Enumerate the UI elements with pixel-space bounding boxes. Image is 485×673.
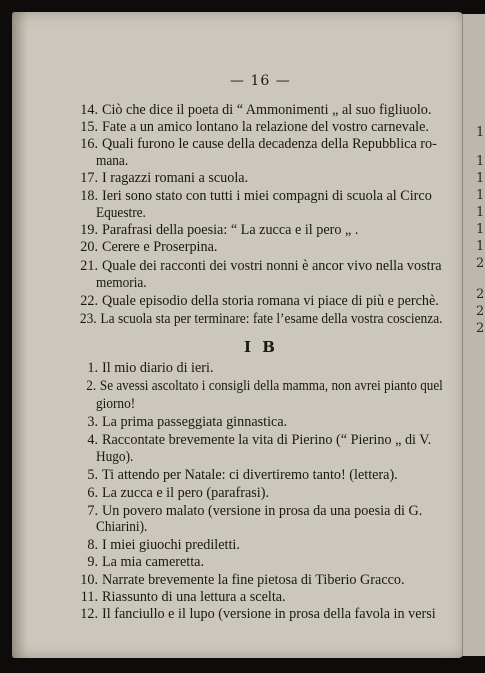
item-number: 7.	[87, 503, 98, 519]
item-number: 15.	[80, 119, 98, 135]
item-text: Il fanciullo e il lupo (versione in prosa della favola in versi	[102, 606, 436, 622]
list-item-continuation	[96, 519, 443, 536]
margin-digit: 1	[476, 171, 485, 186]
page-number: — 16 —	[230, 73, 291, 89]
item-number: 18.	[80, 188, 98, 204]
item-text: La prima passeggiata ginnastica.	[102, 414, 288, 430]
item-text: giorno!	[96, 396, 136, 412]
item-text: I ragazzi romani a scuola.	[102, 170, 249, 186]
margin-digit: 1	[476, 154, 485, 169]
list-item-continuation	[96, 153, 443, 170]
list-item-continuation	[96, 275, 443, 292]
item-number: 23.	[79, 311, 97, 327]
item-number: 3.	[87, 414, 98, 430]
item-text: I miei giuochi prediletti.	[102, 537, 240, 553]
list-item	[73, 589, 443, 606]
facing-page-edge	[462, 14, 485, 656]
margin-digit: 1	[476, 205, 485, 220]
margin-digit: 2	[476, 321, 485, 336]
item-text: Quale dei racconti dei vostri nonni è ancor vivo nella vostra	[102, 258, 442, 274]
list-item	[73, 102, 443, 119]
item-text: Equestre.	[96, 205, 146, 221]
item-number: 19.	[80, 222, 98, 238]
item-number: 16.	[80, 136, 98, 152]
list-item	[73, 432, 443, 449]
margin-digit: 1	[476, 222, 485, 237]
list-item	[73, 378, 443, 395]
item-text: Raccontate brevemente la vita di Pierino (“ Pierino „ di V.	[102, 432, 432, 448]
item-text: Fate a un amico lontano la relazione del vostro carnevale.	[102, 119, 429, 135]
list-item	[73, 485, 443, 502]
item-text: Ciò che dice il poeta di “ Ammonimenti „ al suo figliuolo.	[102, 102, 432, 118]
item-number: 12.	[80, 606, 98, 622]
item-number: 14.	[80, 102, 98, 118]
margin-digit: 1	[476, 239, 485, 254]
list-item	[73, 188, 443, 205]
list-item	[73, 222, 443, 239]
item-text: Parafrasi della poesia: “ La zucca e il pero „ .	[102, 222, 359, 238]
item-number: 21.	[80, 258, 98, 274]
list-item	[73, 572, 443, 589]
item-number: 5.	[87, 467, 98, 483]
item-text: Quali furono le cause della decadenza della Repubblica ro-	[102, 136, 437, 152]
item-number: 20.	[80, 239, 98, 255]
list-item	[73, 170, 443, 187]
list-item	[73, 311, 443, 328]
item-text: Un povero malato (versione in prosa da una poesia di G.	[102, 503, 423, 519]
item-number: 4.	[87, 432, 98, 448]
item-number: 11.	[80, 589, 98, 605]
item-text: La scuola sta per terminare: fate l’esame della vostra coscienza.	[100, 311, 443, 327]
item-text: La mia cameretta.	[102, 554, 205, 570]
list-item	[73, 503, 443, 520]
item-number: 1.	[87, 360, 98, 376]
list-item	[73, 360, 443, 377]
list-item	[73, 239, 443, 256]
list-item-continuation	[96, 205, 443, 222]
item-number: 6.	[87, 485, 98, 501]
margin-digit: 1	[476, 188, 485, 203]
margin-digit: 2	[476, 256, 485, 271]
item-text: Cerere e Proserpina.	[102, 239, 218, 255]
margin-digit: 1	[476, 125, 485, 140]
item-text: Ieri sono stato con tutti i miei compagni di scuola al Circo	[102, 188, 432, 204]
list-item	[73, 258, 443, 275]
list-item	[73, 554, 443, 571]
list-item	[73, 414, 443, 431]
list-item	[73, 606, 443, 623]
item-text: Chiarini).	[96, 519, 148, 535]
margin-digit: 2	[476, 304, 485, 319]
item-text: La zucca e il pero (parafrasi).	[102, 485, 269, 501]
item-text: memoria.	[96, 275, 147, 291]
item-number: 17.	[80, 170, 98, 186]
section-title: I B	[244, 338, 278, 356]
item-text: Narrate brevemente la fine pietosa di Tiberio Gracco.	[102, 572, 405, 588]
list-item	[73, 537, 443, 554]
item-number: 10.	[80, 572, 98, 588]
list-item	[73, 467, 443, 484]
item-number: 9.	[87, 554, 98, 570]
item-text: Riassunto di una lettura a scelta.	[102, 589, 286, 605]
list-item	[73, 293, 443, 310]
item-number: 8.	[87, 537, 98, 553]
facing-page-margin	[463, 14, 485, 656]
list-item-continuation	[96, 449, 443, 466]
item-text: Quale episodio della storia romana vi piace di più e perchè.	[102, 293, 439, 309]
list-item	[73, 119, 443, 136]
item-text: Se avessi ascoltato i consigli della mamma, non avrei pianto quel	[99, 378, 443, 394]
item-number: 22.	[80, 293, 98, 309]
item-text: Ti attendo per Natale: ci divertiremo tanto! (lettera).	[102, 467, 398, 483]
item-text: Il mio diario di ieri.	[102, 360, 214, 376]
margin-digit: 2	[476, 287, 485, 302]
list-item	[73, 136, 443, 153]
item-text: mana.	[96, 153, 129, 169]
item-number: 2.	[86, 378, 97, 394]
list-item-continuation	[96, 396, 443, 413]
item-text: Hugo).	[96, 449, 134, 465]
